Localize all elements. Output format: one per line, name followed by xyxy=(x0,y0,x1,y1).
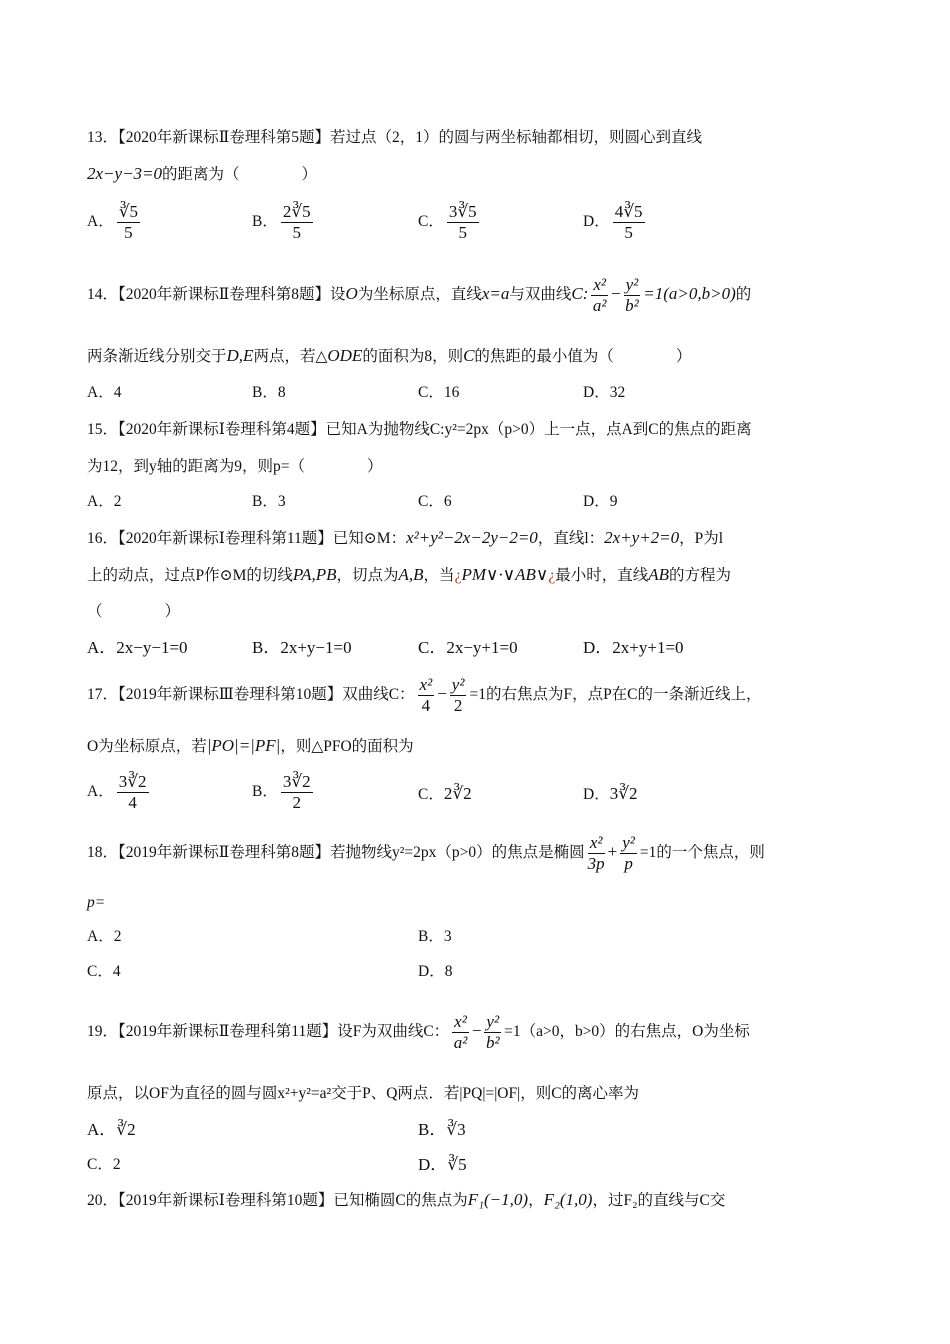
q20-line1: 20．【2019年新课标Ⅰ卷理科第10题】已知椭圆C的焦点为F₁(−1,0)，F₂(1,0)，过F₂的直线与C交 xyxy=(87,1190,726,1209)
q18-line1: 18．【2019年新课标Ⅱ卷理科第8题】若抛物线y²=2px（p>0）的焦点是椭圆 $\frac{\text{x²}}{3p}$ + $\frac{\text{y²}}{p}$ =1的一个焦点，则 xyxy=(87,833,765,873)
q17-option-d: D．3∛2 xyxy=(583,784,638,803)
q15-option-b: B．3 xyxy=(252,493,286,510)
q14-option-d: D．32 xyxy=(583,384,626,401)
q15-line2: 为12，到y轴的距离为9，则p=（ ） xyxy=(87,458,383,475)
q13-line1: 13．【2020年新课标Ⅱ卷理科第5题】若过点（2，1）的圆与两坐标轴都相切，则圆心到直线 xyxy=(87,129,703,146)
q16-option-a: A．2x−y−1=0 xyxy=(87,638,188,657)
q17-option-a: A． $\frac{3∛2}{4}$ xyxy=(87,772,147,812)
q16-option-d: D．2x+y+1=0 xyxy=(583,638,684,657)
q16-option-c: C．2x−y+1=0 xyxy=(418,638,518,657)
q17-line2: O为坐标原点，若|PO|=|PF|，则△PFO的面积为 xyxy=(87,736,414,755)
q16-line3: （ ） xyxy=(87,603,181,620)
q17-option-c: C．2∛2 xyxy=(418,784,472,803)
q13-option-a: A． $\frac{∛5}{5}$ xyxy=(87,202,139,242)
q19-line1: 19．【2019年新课标Ⅱ卷理科第11题】设F为双曲线C： $\frac{\text{x²}}{\text{a²}}$ − $\frac{\text{y²}}{\text{b²}}$ =1（a>0，b>0）的右焦点，O为坐标 xyxy=(87,1012,750,1052)
q18-option-a: A．2 xyxy=(87,928,122,945)
q15-option-a: A．2 xyxy=(87,493,122,510)
q15-option-c: C．6 xyxy=(418,493,452,510)
q17-line1: 17．【2019年新课标Ⅲ卷理科第10题】双曲线C： $\frac{\text{x²}}{4}$ − $\frac{\text{y²}}{2}$ =1的右焦点为F，点P在C的一条渐近线上， xyxy=(87,675,762,715)
q13-option-d: D． $\frac{4∛5}{5}$ xyxy=(583,202,643,242)
q18-line2: p= xyxy=(87,894,106,911)
q19-option-b: B．∛3 xyxy=(418,1120,466,1139)
q14-line2: 两条渐近线分别交于D,E两点，若△ODE的面积为8，则C的焦距的最小值为（ ） xyxy=(87,346,692,365)
q16-line1: 16．【2020年新课标Ⅰ卷理科第11题】已知⊙M：x²+y²−2x−2y−2=0，直线l：2x+y+2=0，P为l xyxy=(87,528,724,547)
q19-option-c: C．2 xyxy=(87,1156,121,1173)
q14-option-b: B．8 xyxy=(252,384,286,401)
q18-option-b: B．3 xyxy=(418,928,452,945)
q14-option-a: A．4 xyxy=(87,384,122,401)
q14-option-c: C．16 xyxy=(418,384,460,401)
q13-line2: 2x−y−3=0的距离为（ ） xyxy=(87,164,318,183)
q19-option-a: A．∛2 xyxy=(87,1120,136,1139)
q17-option-b: B． $\frac{3∛2}{2}$ xyxy=(252,772,311,812)
q19-option-d: D．∛5 xyxy=(418,1155,467,1174)
q16-option-b: B．2x+y−1=0 xyxy=(252,638,352,657)
q18-option-c: C．4 xyxy=(87,963,121,980)
q15-line1: 15．【2020年新课标Ⅰ卷理科第4题】已知A为抛物线C:y²=2px（p>0）上一点，点A到C的焦点的距离 xyxy=(87,421,752,438)
q18-option-d: D．8 xyxy=(418,963,453,980)
q13-option-b: B． $\frac{2∛5}{5}$ xyxy=(252,202,311,242)
q13-option-c: C． $\frac{3∛5}{5}$ xyxy=(418,202,477,242)
q14-line1: 14．【2020年新课标Ⅱ卷理科第8题】设O为坐标原点，直线x=a与双曲线C: $\frac{\text{x²}}{\text{a²}}$ − $\frac{\text{y²}}{\text{b²}}$ =1(a>0,b>0)的 xyxy=(87,275,752,315)
q16-line2: 上的动点，过点P作⊙M的切线PA,PB，切点为A,B，当¿PM∨·∨AB∨¿最小时，直线AB的方程为 xyxy=(87,565,732,584)
q19-line2: 原点，以OF为直径的圆与圆x²+y²=a²交于P、Q两点．若|PQ|=|OF|，则C的离心率为 xyxy=(87,1085,640,1102)
q15-option-d: D．9 xyxy=(583,493,618,510)
